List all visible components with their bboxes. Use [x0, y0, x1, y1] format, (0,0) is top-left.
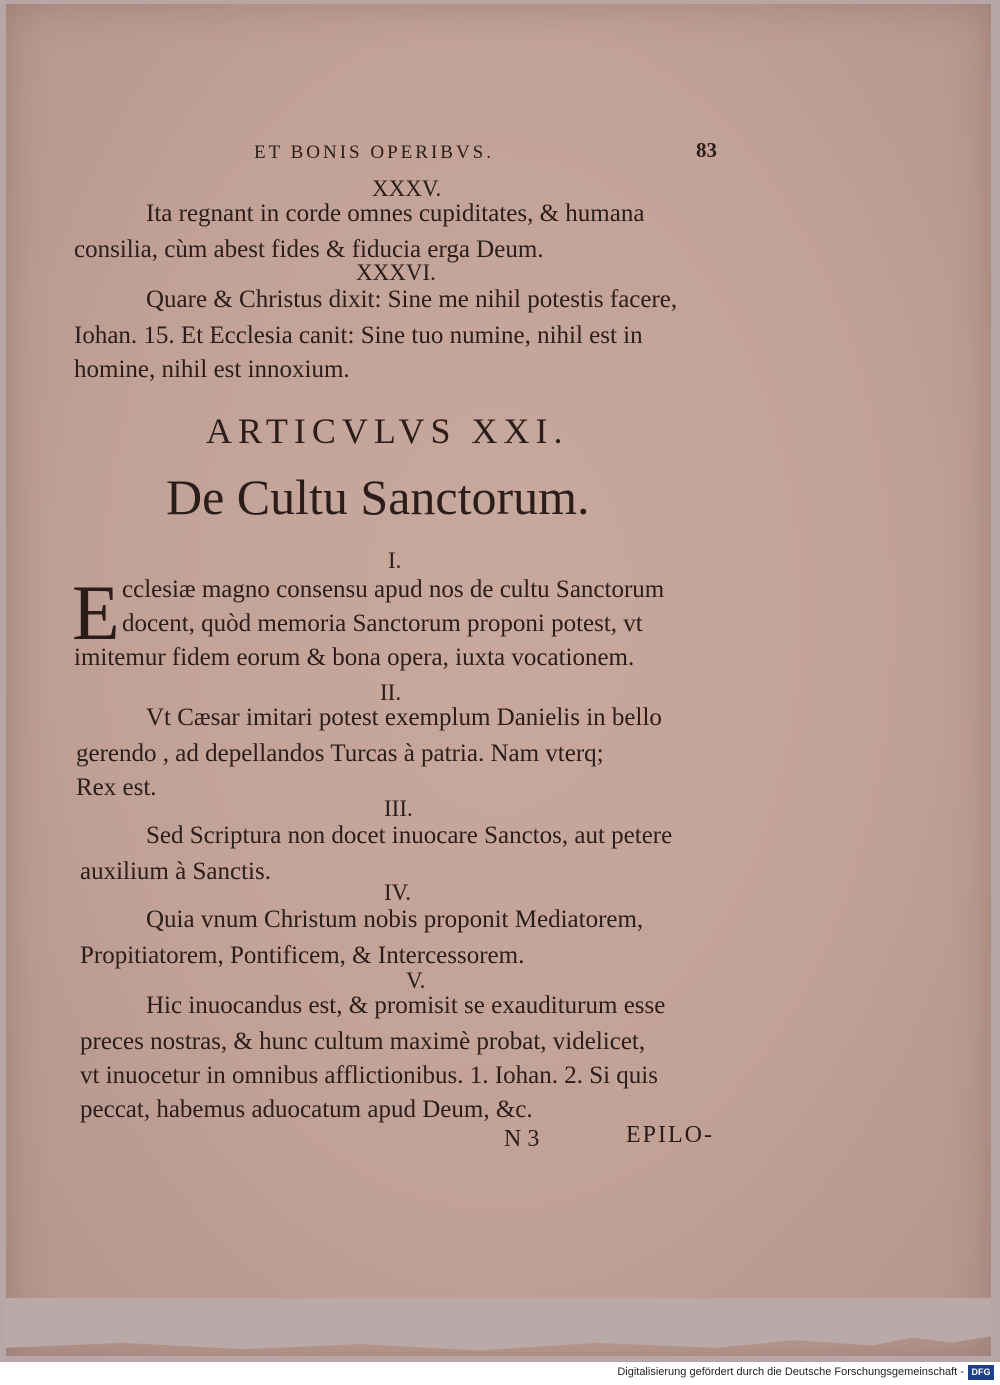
- page-number: 83: [696, 138, 717, 162]
- text-line: Ita regnant in corde omnes cupiditates, & humana: [146, 200, 645, 227]
- section-number: IV.: [384, 880, 412, 905]
- text-line: Vt Cæsar imitari potest exemplum Danielis in bello: [146, 704, 662, 731]
- text-line: vt inuocetur in omnibus afflictionibus. 1. Iohan. 2. Si quis: [80, 1062, 658, 1089]
- text-line: Quia vnum Christum nobis proponit Mediatorem,: [146, 906, 644, 933]
- text-line: consilia, cùm abest fides & fiducia erga Deum.: [74, 236, 544, 263]
- section-number: II.: [380, 680, 402, 705]
- text-line: Propitiatorem, Pontificem, & Intercessorem.: [80, 942, 525, 969]
- text-line: Iohan. 15. Et Ecclesia canit: Sine tuo numine, nihil est in: [74, 322, 643, 349]
- catchword: EPILO-: [626, 1122, 714, 1148]
- section-number: XXXVI.: [356, 260, 436, 285]
- text-line: Sed Scriptura non docet inuocare Sanctos, aut petere: [146, 822, 673, 849]
- section-number: XXXV.: [372, 176, 442, 201]
- article-title: De Cultu Sanctorum.: [166, 469, 590, 525]
- text-line: Rex est.: [76, 774, 157, 801]
- section-number: III.: [384, 796, 413, 821]
- dfg-logo: DFG: [968, 1365, 994, 1380]
- funding-notice: Digitalisierung gefördert durch die Deutsche Forschungsgemeinschaft -: [617, 1366, 964, 1378]
- text-line: imitemur fidem eorum & bona opera, iuxta vocationem.: [74, 644, 635, 671]
- article-heading: ARTICVLVS XXI.: [206, 411, 569, 451]
- signature-mark: N 3: [504, 1126, 540, 1152]
- text-line: peccat, habemus aduocatum apud Deum, &c.: [80, 1096, 533, 1123]
- text-line: Quare & Christus dixit: Sine me nihil potestis facere,: [146, 286, 678, 313]
- text-line: preces nostras, & hunc cultum maximè probat, videlicet,: [80, 1028, 646, 1055]
- text-line: Hic inuocandus est, & promisit se exauditurum esse: [146, 992, 666, 1019]
- section-number: V.: [406, 968, 426, 993]
- text-line: docent, quòd memoria Sanctorum proponi potest, vt: [122, 610, 643, 637]
- text-line: homine, nihil est innoxium.: [74, 356, 350, 383]
- drop-capital: E: [72, 569, 120, 656]
- text-line: gerendo , ad depellandos Turcas à patria. Nam vterq;: [76, 740, 604, 767]
- section-number: I.: [388, 548, 402, 573]
- footer-bar: [0, 1362, 1000, 1385]
- text-line: auxilium à Sanctis.: [80, 858, 271, 885]
- text-line: cclesiæ magno consensu apud nos de cultu Sanctorum: [122, 576, 665, 603]
- running-head: ET BONIS OPERIBVS.: [254, 142, 494, 163]
